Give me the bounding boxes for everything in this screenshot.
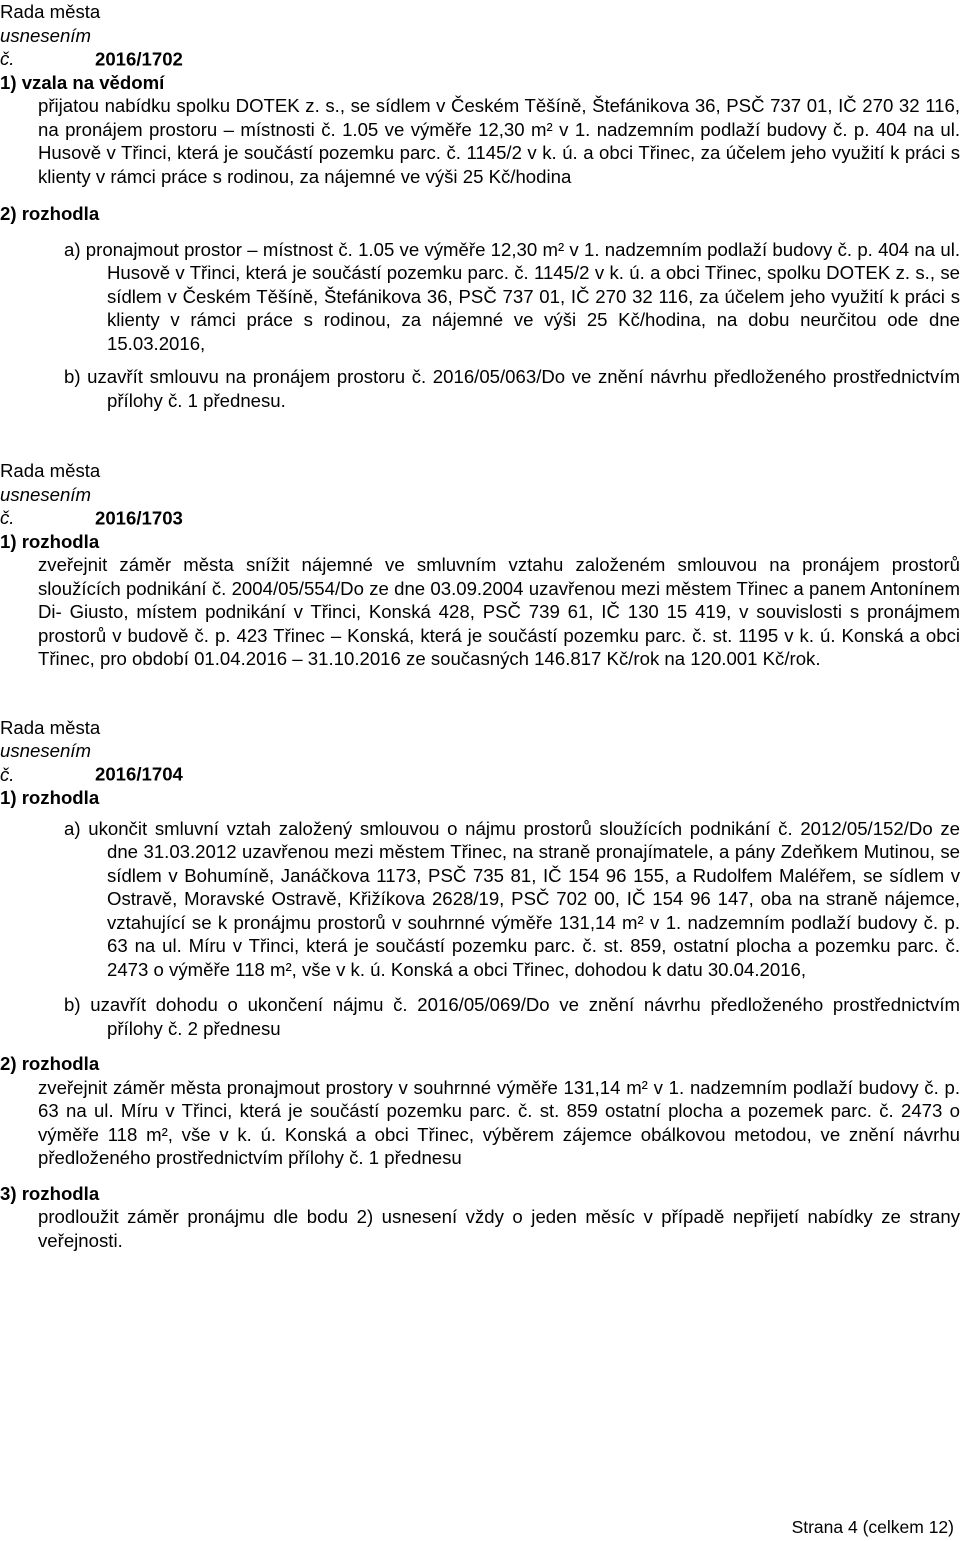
- resolution-number: 2016/1703: [95, 507, 183, 528]
- page-footer: Strana 4 (celkem 12): [791, 1517, 954, 1537]
- resolution-block-1703: [0, 459, 960, 671]
- section-header: Rada města: [0, 716, 101, 738]
- section-header: Rada města: [0, 1, 101, 22]
- resolution-label: usnesením č.: [0, 24, 91, 69]
- list-item-b: b) uzavřít dohodu o ukončení nájmu č. 2016/05/069/Do ve znění návrhu předloženého prostřednictvím přílohy č. 2 přednesu: [64, 994, 960, 1039]
- section-gap: [0, 671, 960, 716]
- resolution-label: usnesením č.: [0, 483, 91, 528]
- resolution-number: 2016/1704: [95, 763, 183, 785]
- resolution-block-1704: [0, 716, 960, 1253]
- resolution-line: [0, 739, 960, 786]
- point-label: 1) rozhodla: [0, 530, 100, 552]
- resolution-label: usnesením č.: [0, 740, 91, 785]
- point-text: přijatou nabídku spolku DOTEK z. s., se sídlem v Českém Těšíně, Štefánikova 36, PSČ 737 01, IČ 270 32 116, na pronájem prostoru – místnosti č. 1.05 ve výměře 12,30 m² v 1. nadzemním podlaží budovy č. p. 404 na ul. Husově v Třinci, která je součástí pozemku parc. č. 1145/2 v k. ú. a obci Třinec, za účelem jeho využití k práci s klienty v rámci práce s rodinou, za nájemné ve výši 25 Kč/hodina: [38, 95, 960, 187]
- list-item-a: a) ukončit smluvní vztah založený smlouvou o nájmu prostorů sloužících podnikání č. 2012/05/152/Do ze dne 31.03.2012 uzavřenou mezi městem Třinec, na straně pronajímatele, a pány Zdeňkem Mutinou, se sídlem v Bohumíně, Janáčkova 1173, PSČ 735 81, IČ 154 96 155, a Rudolfem Maléřem, se sídlem v Ostravě, Moravské Ostravě, Křižíkova 2628/19, PSČ 702 00, IČ 154 96 147, oba na straně nájemce, vztahující se k pronájmu prostorů v souhrnné výměře 131,14 m² v 1. nadzemním podlaží budovy č. p. 63 na ul. Míru v Třinci, která je součástí pozemku parc. č. st. 859, ostatní plocha a pozemku parc. č. 2473 o výměře 118 m², vše v k. ú. Konská a obci Třinec, dohodou k datu 30.04.2016,: [64, 817, 960, 980]
- section-gap: [0, 412, 960, 459]
- point-label: 3) rozhodla: [0, 1182, 100, 1204]
- resolution-line: [0, 483, 960, 530]
- point-label: 1) vzala na vědomí: [0, 71, 165, 93]
- point-label: 1) rozhodla: [0, 787, 100, 808]
- resolution-number: 2016/1702: [95, 48, 183, 69]
- point-label: 2) rozhodla: [0, 203, 100, 224]
- point-label: 2) rozhodla: [0, 1053, 100, 1074]
- section-header: Rada města: [0, 460, 101, 481]
- list-item-a: a) pronajmout prostor – místnost č. 1.05 ve výměře 12,30 m² v 1. nadzemním podlaží budovy č. p. 404 na ul. Husově v Třinci, která je součástí pozemku parc. č. 1145/2 v k. ú. a obci Třinec, spolku DOTEK z. s., se sídlem v Českém Těšíně, Štefánikova 36, PSČ 737 01, IČ 270 32 116, za účelem jeho využití k práci s klienty v rámci práce s rodinou, za nájemné ve výši 25 Kč/hodina, na dobu neurčitou ode dne 15.03.2016,: [64, 238, 960, 354]
- list-item-b: b) uzavřít smlouvu na pronájem prostoru č. 2016/05/063/Do ve znění návrhu předloženého prostřednictvím přílohy č. 1 přednesu.: [64, 366, 960, 411]
- resolution-line: [0, 24, 960, 71]
- resolution-block-1702: [0, 0, 960, 412]
- point-text: zveřejnit záměr města snížit nájemné ve smluvním vztahu založeném smlouvou na pronájem prostorů sloužících podnikání č. 2004/05/554/Do ze dne 03.09.2004 uzavřenou mezi městem Třinec a panem Antonínem Di- Giusto, místem podnikání v Třinci, Konská 428, PSČ 739 61, IČ 130 15 419, v souvislosti s pronájmem prostorů v budově č. p. 423 Třinec – Konská, která je součástí pozemku parc. č. st. 1195 v k. ú. Konská a obci Třinec, pro období 01.04.2016 – 31.10.2016 ze současných 146.817 Kč/rok na 120.001 Kč/rok.: [38, 554, 960, 669]
- point-text: zveřejnit záměr města pronajmout prostory v souhrnné výměře 131,14 m² v 1. nadzemním podlaží budovy č. p. 63 na ul. Míru v Třinci, která je součástí pozemku parc. č. st. 859 ostatní plocha a pozemek parc. č. 2473 o výměře 118 m², vše v k. ú. Konská a obci Třinec, výběrem zájemce obálkovou metodou, ve znění návrhu předloženého prostřednictvím přílohy č. 1 přednesu: [38, 1076, 960, 1168]
- point-text: prodloužit záměr pronájmu dle bodu 2) usnesení vždy o jeden měsíc v případě nepřijetí nabídky ze strany veřejnosti.: [38, 1206, 960, 1251]
